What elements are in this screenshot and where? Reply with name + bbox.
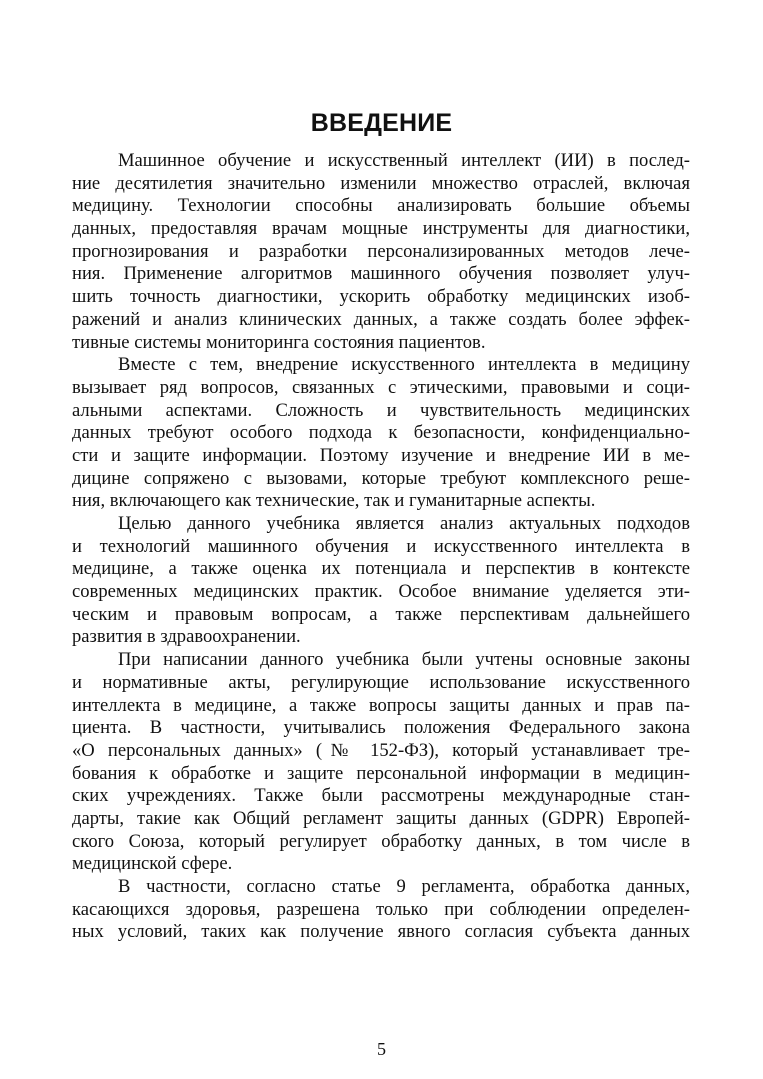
text-line: тивные системы мониторинга состояния пациентов. bbox=[72, 331, 486, 353]
text-line: Целью данного учебника является анализ актуальных подходов bbox=[118, 513, 690, 534]
text-line: интеллекта в медицине, а также вопросы защиты данных и прав па- bbox=[72, 694, 690, 716]
text-line: альными аспектами. Сложность и чувствительность медицинских bbox=[72, 399, 690, 421]
paragraph bbox=[72, 876, 690, 944]
text-line: и технологий машинного обучения и искусственного интеллекта в bbox=[72, 535, 690, 557]
text-line: дицине сопряжено с вызовами, которые требуют комплексного реше- bbox=[72, 467, 690, 489]
page-title: ВВЕДЕНИЕ bbox=[310, 109, 453, 137]
text-line: ных условий, таких как получение явного согласия субъекта данных bbox=[72, 921, 690, 943]
page-number: 5 bbox=[377, 1039, 386, 1059]
text-line: данных, предоставляя врачам мощные инструменты для диагностики, bbox=[72, 218, 690, 240]
text-line: Машинное обучение и искусственный интеллект (ИИ) в послед- bbox=[118, 150, 690, 171]
text-line: бования к обработке и защите персональной информации в медицин- bbox=[72, 762, 690, 784]
text-line: современных медицинских практик. Особое внимание уделяется эти- bbox=[72, 581, 690, 603]
text-line: В частности, согласно статье 9 регламента, обработка данных, bbox=[118, 876, 690, 897]
text-line: «О персональных данных» (№ 152-ФЗ), который устанавливает тре- bbox=[72, 739, 690, 761]
text-line: ние десятилетия значительно изменили множество отраслей, включая bbox=[72, 172, 690, 194]
paragraph bbox=[72, 354, 690, 513]
text-line: развития в здравоохранении. bbox=[72, 626, 301, 648]
text-line: вызывает ряд вопросов, связанных с этическими, правовыми и соци- bbox=[72, 376, 690, 398]
text-line: ражений и анализ клинических данных, а также создать более эффек- bbox=[72, 308, 690, 330]
text-line: При написании данного учебника были учтены основные законы bbox=[118, 649, 690, 671]
text-line: медицине, а также оценка их потенциала и перспектив в контексте bbox=[72, 558, 690, 580]
text-line: Вместе с тем, внедрение искусственного интеллекта в медицину bbox=[118, 354, 690, 376]
body-text bbox=[72, 150, 690, 944]
text-line: ских учреждениях. Также были рассмотрены международные стан- bbox=[72, 785, 690, 807]
text-line: ния, включающего как технические, так и гуманитарные аспекты. bbox=[72, 490, 596, 512]
text-line: медицину. Технологии способны анализировать большие объемы bbox=[72, 195, 690, 217]
text-line: дарты, такие как Общий регламент защиты данных (GDPR) Европей- bbox=[72, 807, 690, 829]
paragraph bbox=[72, 150, 690, 354]
text-line: касающихся здоровья, разрешена только при соблюдении определен- bbox=[72, 898, 690, 920]
text-line: медицинской сфере. bbox=[72, 853, 233, 875]
paragraph bbox=[72, 513, 690, 649]
text-line: и нормативные акты, регулирующие использование искусственного bbox=[72, 671, 690, 693]
text-line: ческим и правовым вопросам, а также перспективам дальнейшего bbox=[72, 603, 690, 625]
text-line: данных требуют особого подхода к безопасности, конфиденциально- bbox=[72, 422, 690, 444]
text-line: циента. В частности, учитывались положения Федерального закона bbox=[72, 717, 690, 739]
text-line: сти и защите информации. Поэтому изучение и внедрение ИИ в ме- bbox=[72, 444, 690, 466]
text-line: ния. Применение алгоритмов машинного обучения позволяет улуч- bbox=[72, 263, 690, 285]
paragraph bbox=[72, 649, 690, 876]
text-line: ского Союза, который регулирует обработку данных, в том числе в bbox=[72, 830, 690, 852]
text-line: шить точность диагностики, ускорить обработку медицинских изоб- bbox=[72, 286, 690, 308]
text-line: прогнозирования и разработки персонализированных методов лече- bbox=[72, 240, 690, 262]
